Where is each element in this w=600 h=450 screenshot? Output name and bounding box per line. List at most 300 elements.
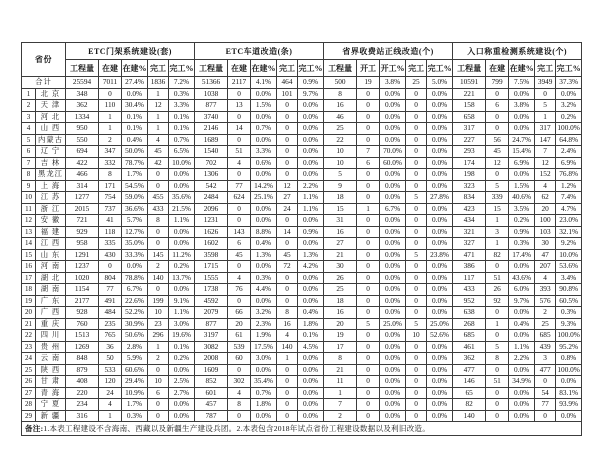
data-cell: 550 — [66, 134, 99, 146]
data-cell: 0 — [406, 272, 427, 284]
data-cell: 0 — [148, 410, 169, 422]
data-cell: 30.4% — [122, 100, 148, 112]
data-cell: 491 — [99, 295, 122, 307]
data-cell: 0.0% — [169, 169, 195, 181]
data-cell: 2096 — [195, 203, 228, 215]
data-cell: 0.4% — [298, 307, 324, 319]
data-cell: 0 — [406, 146, 427, 158]
data-cell: 4592 — [195, 295, 228, 307]
data-cell: 0.0% — [380, 364, 406, 376]
data-cell: 25.0% — [427, 318, 453, 330]
data-cell: 23.8% — [427, 249, 453, 261]
data-cell: 1513 — [66, 330, 99, 342]
data-cell: 0 — [535, 88, 556, 100]
data-cell: 0.0% — [169, 284, 195, 296]
data-cell: 2 — [535, 307, 556, 319]
column-header: 工程量 — [195, 60, 228, 77]
group-header-0: ETC门架系统建设(套) — [66, 43, 195, 60]
data-cell: 0.0% — [427, 410, 453, 422]
data-cell: 23 — [148, 318, 169, 330]
total-cell: 5.0% — [427, 77, 453, 89]
data-cell: 471 — [453, 249, 486, 261]
data-cell: 4 — [535, 272, 556, 284]
total-cell: 37.3% — [556, 77, 582, 89]
data-cell: 0 — [357, 169, 380, 181]
data-cell: 5 — [324, 169, 357, 181]
data-cell: 0 — [486, 410, 509, 422]
row-number: 6 — [22, 146, 36, 158]
data-cell: 0 — [535, 376, 556, 388]
data-cell: 33.3% — [122, 249, 148, 261]
data-cell: 77 — [535, 399, 556, 411]
data-cell: 1.3% — [251, 249, 277, 261]
data-cell: 5.9% — [122, 353, 148, 365]
table-row — [22, 387, 582, 399]
data-cell: 103 — [535, 226, 556, 238]
data-cell: 0 — [357, 364, 380, 376]
data-cell: 29.4% — [122, 376, 148, 388]
data-cell: 0.0% — [380, 272, 406, 284]
data-cell: 0 — [486, 387, 509, 399]
data-cell: 199 — [148, 295, 169, 307]
data-cell: 0.2% — [556, 111, 582, 123]
data-cell: 10 — [148, 307, 169, 319]
table-row — [22, 399, 582, 411]
data-cell: 35.6% — [169, 192, 195, 204]
data-cell: 457 — [195, 399, 228, 411]
total-cell: 7011 — [99, 77, 122, 89]
province-name: 黑龙江 — [36, 169, 66, 181]
data-cell: 0.2% — [509, 215, 535, 227]
data-cell: 0.1% — [169, 111, 195, 123]
data-cell: 877 — [195, 318, 228, 330]
data-cell: 25 — [535, 318, 556, 330]
data-cell: 82 — [453, 399, 486, 411]
data-cell: 227 — [453, 134, 486, 146]
data-cell: 2 — [148, 353, 169, 365]
data-cell: 12.7% — [122, 226, 148, 238]
total-cell: 3949 — [535, 77, 556, 89]
group-header-2: 省界收费站正线改造(个) — [324, 43, 453, 60]
data-cell: 10 — [324, 146, 357, 158]
data-cell: 408 — [66, 376, 99, 388]
data-cell: 0 — [406, 111, 427, 123]
data-cell: 2.5% — [169, 376, 195, 388]
data-cell: 51 — [228, 146, 251, 158]
data-cell: 26 — [324, 272, 357, 284]
data-cell: 0.0% — [427, 111, 453, 123]
data-cell: 4 — [99, 399, 122, 411]
column-header: 在建 — [228, 60, 251, 77]
data-cell: 3.0% — [251, 353, 277, 365]
data-cell: 100 — [535, 215, 556, 227]
data-cell: 3.3% — [251, 146, 277, 158]
data-cell: 0.0% — [298, 284, 324, 296]
data-cell: 3.4% — [556, 272, 582, 284]
column-header: 完工 — [406, 60, 427, 77]
data-cell: 1 — [486, 238, 509, 250]
total-cell: 25594 — [66, 77, 99, 89]
data-cell: 60.5% — [556, 295, 582, 307]
data-cell: 30.9% — [122, 318, 148, 330]
data-cell: 3.2% — [556, 100, 582, 112]
data-cell: 8 — [148, 215, 169, 227]
data-cell: 0 — [357, 410, 380, 422]
table-row — [22, 203, 582, 215]
data-cell: 0 — [277, 123, 298, 135]
data-cell: 51 — [486, 272, 509, 284]
data-cell: 198 — [453, 169, 486, 181]
data-cell: 0 — [406, 203, 427, 215]
data-cell: 0.0% — [380, 330, 406, 342]
data-cell: 1 — [486, 215, 509, 227]
data-cell: 4 — [535, 180, 556, 192]
total-cell: 19 — [357, 77, 380, 89]
data-cell: 1715 — [195, 261, 228, 273]
data-cell: 221 — [453, 88, 486, 100]
data-cell: 0 — [148, 284, 169, 296]
data-cell: 316 — [66, 410, 99, 422]
data-cell: 0 — [228, 364, 251, 376]
table-row — [22, 272, 582, 284]
data-cell: 0 — [277, 364, 298, 376]
data-cell: 1277 — [66, 192, 99, 204]
data-cell: 302 — [228, 376, 251, 388]
data-cell: 32.1% — [556, 226, 582, 238]
data-cell: 0 — [228, 261, 251, 273]
data-cell: 0.3% — [122, 410, 148, 422]
data-cell: 3.0% — [169, 318, 195, 330]
data-cell: 146 — [453, 376, 486, 388]
data-cell: 952 — [453, 295, 486, 307]
data-cell: 140 — [277, 341, 298, 353]
data-cell: 42 — [148, 157, 169, 169]
data-cell: 0.0% — [169, 238, 195, 250]
data-cell: 0 — [357, 272, 380, 284]
data-cell: 83.1% — [556, 387, 582, 399]
data-cell: 2015 — [66, 203, 99, 215]
data-cell: 0.0% — [427, 261, 453, 273]
data-cell: 0.0% — [427, 238, 453, 250]
data-cell: 1.5% — [251, 100, 277, 112]
data-cell: 0 — [406, 88, 427, 100]
data-cell: 17.4% — [509, 249, 535, 261]
data-cell: 158 — [453, 100, 486, 112]
data-cell: 1 — [357, 203, 380, 215]
province-name: 浙 江 — [36, 203, 66, 215]
data-cell: 24 — [277, 203, 298, 215]
data-cell: 0.6% — [251, 157, 277, 169]
data-cell: 0.0% — [427, 353, 453, 365]
data-cell: 10.0% — [556, 249, 582, 261]
data-cell: 1626 — [195, 226, 228, 238]
row-number: 4 — [22, 123, 36, 135]
data-cell: 0 — [406, 376, 427, 388]
data-cell: 100.0% — [557, 364, 580, 374]
total-cell: 3.8% — [380, 77, 406, 89]
data-cell: 1 — [148, 111, 169, 123]
data-cell: 0 — [148, 180, 169, 192]
province-name: 北 京 — [36, 88, 66, 100]
data-cell: 1 — [148, 123, 169, 135]
data-cell: 477 — [453, 364, 486, 376]
data-cell: 1.5% — [509, 180, 535, 192]
row-number: 11 — [22, 203, 36, 215]
data-cell: 0 — [228, 295, 251, 307]
data-cell: 0 — [228, 88, 251, 100]
data-cell: 70.0% — [380, 146, 406, 158]
data-cell: 0.0% — [509, 307, 535, 319]
data-cell: 3 — [486, 226, 509, 238]
data-cell: 20 — [535, 203, 556, 215]
data-cell: 0 — [357, 330, 380, 342]
data-cell: 0 — [357, 134, 380, 146]
data-cell: 10 — [406, 330, 427, 342]
data-cell: 5 — [535, 100, 556, 112]
row-number: 21 — [22, 318, 36, 330]
data-cell: 7 — [535, 146, 556, 158]
province-name: 江 西 — [36, 238, 66, 250]
row-number: 18 — [22, 284, 36, 296]
table-row — [22, 180, 582, 192]
data-cell: 314 — [66, 180, 99, 192]
data-cell: 0.0% — [298, 387, 324, 399]
data-cell: 0 — [406, 261, 427, 273]
data-cell: 95.2% — [556, 341, 582, 353]
header-sub-row — [22, 60, 582, 77]
row-number: 28 — [22, 399, 36, 411]
data-cell: 171 — [99, 180, 122, 192]
data-cell: 41 — [99, 215, 122, 227]
data-cell: 0.0% — [380, 169, 406, 181]
data-cell: 386 — [453, 261, 486, 273]
data-cell: 0.1% — [298, 330, 324, 342]
column-header: 在建% — [122, 60, 148, 77]
data-cell: 4.2% — [298, 261, 324, 273]
data-cell: 0 — [357, 226, 380, 238]
table-row — [22, 157, 582, 169]
data-cell: 327 — [453, 238, 486, 250]
province-name: 江 苏 — [36, 192, 66, 204]
data-cell: 1.8% — [298, 318, 324, 330]
row-number: 3 — [22, 111, 36, 123]
data-cell: 0.4% — [251, 238, 277, 250]
data-cell: 3.8% — [509, 100, 535, 112]
data-cell: 3.2% — [251, 307, 277, 319]
row-number: 24 — [22, 353, 36, 365]
data-cell: 0 — [148, 169, 169, 181]
data-cell: 0 — [357, 100, 380, 112]
data-cell: 0 — [406, 226, 427, 238]
data-cell: 34.9% — [509, 376, 535, 388]
row-number: 9 — [22, 180, 36, 192]
data-cell: 6 — [148, 387, 169, 399]
data-cell: 332 — [99, 157, 122, 169]
data-cell: 0.0% — [427, 399, 453, 411]
data-cell: 0.7% — [251, 387, 277, 399]
data-cell: 0.0% — [298, 272, 324, 284]
data-cell: 0 — [406, 295, 427, 307]
data-cell: 8 — [277, 307, 298, 319]
data-cell: 0 — [277, 134, 298, 146]
data-cell: 455 — [148, 192, 169, 204]
data-cell: 12 — [277, 180, 298, 192]
data-cell: 40.6% — [509, 192, 535, 204]
data-cell: 1.1% — [169, 215, 195, 227]
data-cell: 117 — [453, 272, 486, 284]
data-cell: 2 — [99, 134, 122, 146]
data-cell: 4 — [228, 387, 251, 399]
data-cell: 50 — [99, 353, 122, 365]
row-number: 2 — [22, 100, 36, 112]
data-cell: 0.0% — [380, 123, 406, 135]
note-label: 备注: — [25, 424, 44, 433]
data-cell: 0 — [357, 238, 380, 250]
data-cell: 0 — [228, 215, 251, 227]
data-cell: 8 — [228, 399, 251, 411]
data-cell: 4 — [228, 272, 251, 284]
data-cell: 12 — [148, 100, 169, 112]
data-cell: 0 — [277, 111, 298, 123]
data-cell: 8 — [99, 169, 122, 181]
data-cell: 7 — [324, 399, 357, 411]
data-cell: 0 — [148, 226, 169, 238]
data-cell: 10.0% — [169, 157, 195, 169]
data-cell: 1.3% — [298, 249, 324, 261]
data-cell: 61 — [228, 330, 251, 342]
data-cell: 0 — [357, 123, 380, 135]
data-cell: 100.0% — [557, 123, 580, 132]
data-cell: 0.0% — [380, 249, 406, 261]
data-cell: 0.0% — [122, 88, 148, 100]
data-cell: 45 — [228, 249, 251, 261]
table-header — [22, 43, 582, 77]
data-cell: 5 — [406, 192, 427, 204]
data-cell: 0 — [277, 376, 298, 388]
data-cell: 0 — [277, 146, 298, 158]
data-cell: 0.0% — [169, 399, 195, 411]
data-cell: 0.0% — [427, 215, 453, 227]
row-number: 8 — [22, 169, 36, 181]
data-cell: 4.5% — [298, 341, 324, 353]
total-cell: 799 — [486, 77, 509, 89]
data-cell: 10 — [148, 376, 169, 388]
data-cell: 958 — [66, 238, 99, 250]
data-cell: 0 — [99, 88, 122, 100]
data-cell: 0.0% — [251, 215, 277, 227]
data-cell: 0 — [406, 387, 427, 399]
data-cell: 296 — [148, 330, 169, 342]
data-cell: 0.0% — [380, 376, 406, 388]
total-cell: 25 — [406, 77, 427, 89]
data-cell: 16 — [277, 318, 298, 330]
data-cell: 51 — [486, 376, 509, 388]
data-cell: 25 — [324, 284, 357, 296]
data-cell: 8 — [486, 353, 509, 365]
data-cell: 0.0% — [298, 157, 324, 169]
data-cell: 601 — [195, 387, 228, 399]
data-cell: 5 — [406, 249, 427, 261]
data-cell: 0.0% — [298, 100, 324, 112]
data-cell: 30 — [324, 261, 357, 273]
data-cell: 0.0% — [169, 226, 195, 238]
data-cell: 0 — [277, 100, 298, 112]
data-cell: 737 — [99, 203, 122, 215]
data-cell: 18 — [324, 295, 357, 307]
data-cell: 26 — [486, 284, 509, 296]
data-cell: 0 — [148, 238, 169, 250]
data-cell: 348 — [66, 88, 99, 100]
data-cell: 60.6% — [122, 364, 148, 376]
data-cell: 0.0% — [556, 376, 582, 388]
province-name: 河 南 — [36, 261, 66, 273]
data-cell: 64.8% — [556, 134, 582, 146]
row-number: 27 — [22, 387, 36, 399]
data-cell: 22 — [324, 134, 357, 146]
data-cell: 2.2% — [298, 180, 324, 192]
data-cell: 0.0% — [251, 88, 277, 100]
data-cell: 0.0% — [380, 399, 406, 411]
data-cell: 1334 — [66, 111, 99, 123]
data-cell: 0.0% — [380, 261, 406, 273]
data-cell: 721 — [66, 215, 99, 227]
data-cell: 1 — [148, 88, 169, 100]
data-cell: 3 — [535, 353, 556, 365]
province-name: 吉 林 — [36, 157, 66, 169]
note-cell — [22, 422, 582, 436]
data-cell: 46 — [324, 111, 357, 123]
data-cell: 0.0% — [427, 123, 453, 135]
data-cell: 0 — [277, 215, 298, 227]
data-cell: 25.0% — [380, 318, 406, 330]
province-name: 内蒙古 — [36, 134, 66, 146]
data-cell: 19 — [324, 330, 357, 342]
data-cell: 0 — [406, 134, 427, 146]
column-header: 在建% — [509, 60, 535, 77]
data-cell: 760 — [66, 318, 99, 330]
data-cell: 0.7% — [169, 134, 195, 146]
data-cell: 35.4% — [251, 376, 277, 388]
data-cell: 2079 — [195, 307, 228, 319]
data-cell: 0.3% — [169, 88, 195, 100]
data-cell: 7 — [357, 146, 380, 158]
data-cell: 24.7% — [509, 134, 535, 146]
row-number: 10 — [22, 192, 36, 204]
data-cell: 2 — [324, 410, 357, 422]
data-cell: 0.0% — [427, 169, 453, 181]
data-cell: 0 — [357, 88, 380, 100]
data-cell: 362 — [453, 353, 486, 365]
province-name: 山 东 — [36, 249, 66, 261]
data-cell: 22.6% — [122, 295, 148, 307]
data-cell: 0.2% — [169, 261, 195, 273]
data-cell: 0.0% — [251, 261, 277, 273]
data-cell: 110 — [99, 100, 122, 112]
data-cell: 0.0% — [427, 364, 453, 376]
data-cell: 0.0% — [298, 410, 324, 422]
note-row — [22, 422, 582, 436]
data-cell: 950 — [66, 123, 99, 135]
data-cell: 1738 — [195, 284, 228, 296]
data-cell: 0.0% — [122, 261, 148, 273]
table-row — [22, 88, 582, 100]
data-cell: 1 — [324, 387, 357, 399]
column-header: 在建 — [99, 60, 122, 77]
data-cell: 0 — [486, 330, 509, 342]
data-cell: 433 — [148, 203, 169, 215]
data-cell: 430 — [99, 249, 122, 261]
data-cell: 0 — [486, 307, 509, 319]
